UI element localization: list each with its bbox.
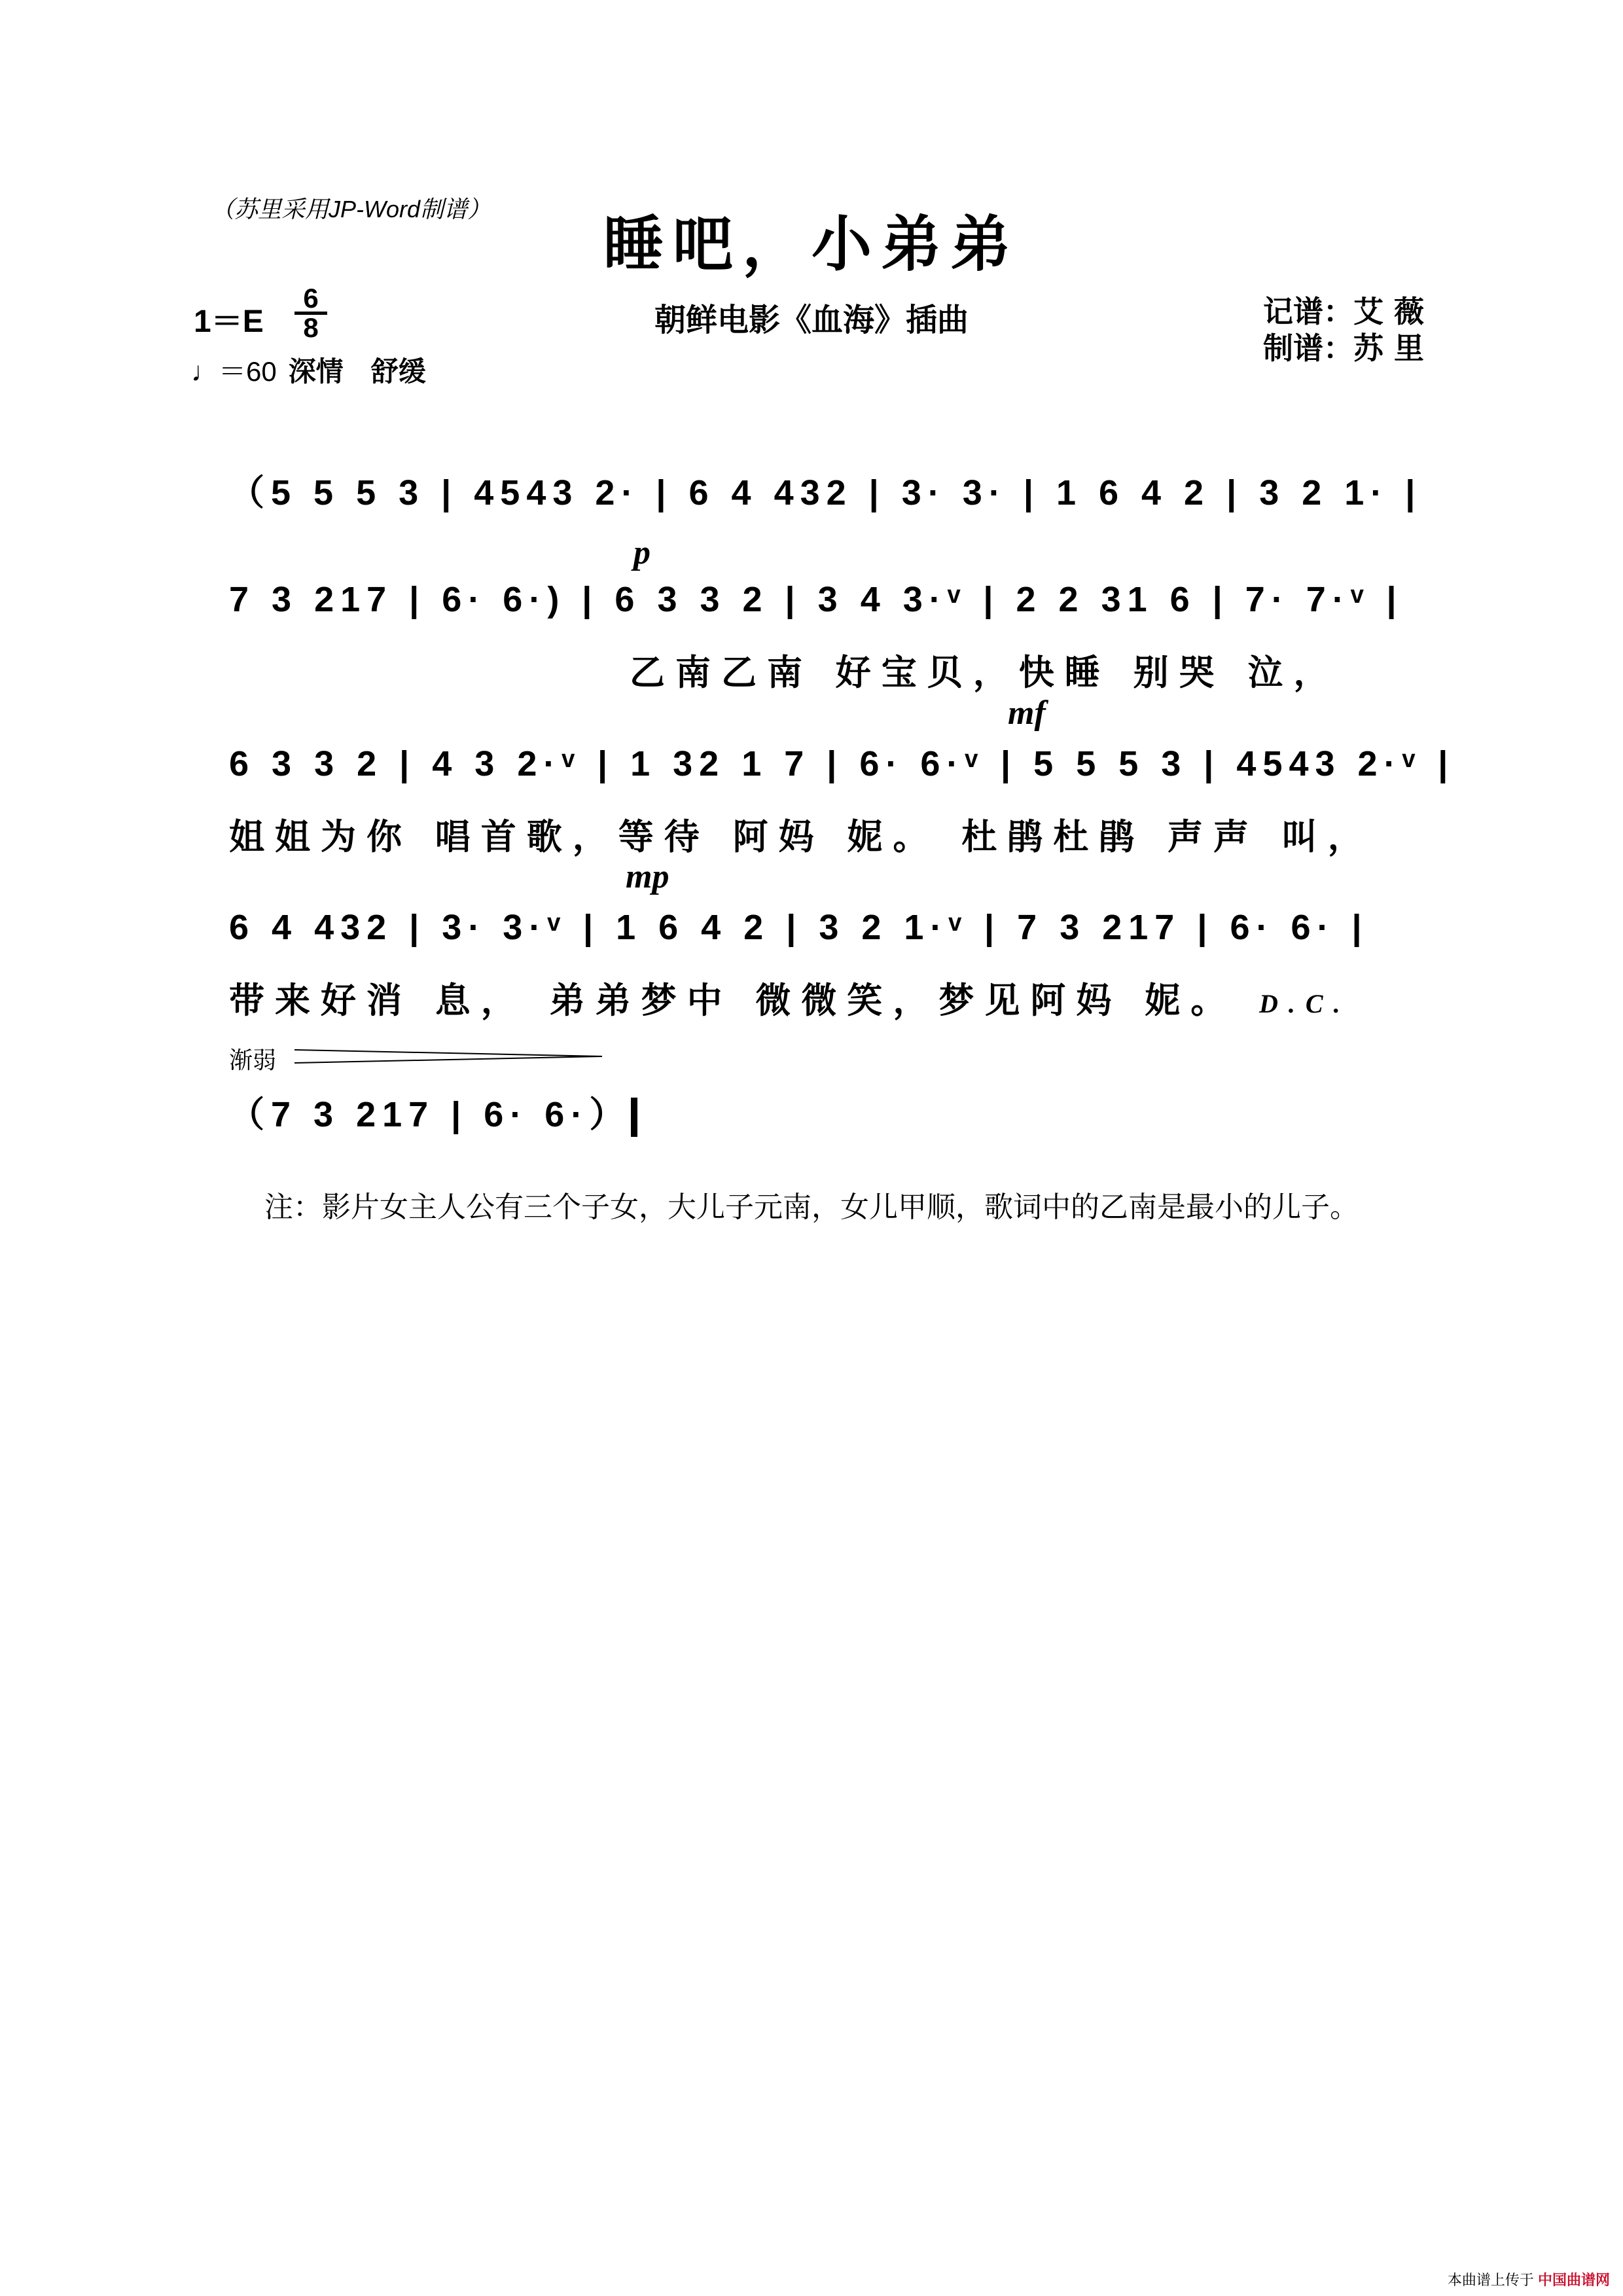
page-title: 睡吧，小弟弟: [603, 209, 1020, 279]
score-system-2: [229, 533, 1446, 693]
notes-line: 6 3 3 2 | 4 3 2·ᵛ | 1 32 1 7 | 6· 6·ᵛ | 5 5 5 3 | 4543 2·ᵛ |: [229, 744, 1455, 783]
final-barline: [631, 1098, 637, 1137]
diminuendo-label: 渐弱: [229, 1047, 277, 1074]
score-system-3: [229, 694, 1455, 857]
key-signature: 1＝E: [194, 304, 264, 339]
dynamic-marking: mp: [626, 858, 669, 895]
notes-line: 6 4 432 | 3· 3·ᵛ | 1 6 4 2 | 3 2 1·ᵛ | 7 3 217 | 6· 6· |: [229, 908, 1368, 947]
tempo-bpm: ＝60: [219, 356, 277, 387]
time-signature-bottom: 8: [303, 312, 319, 343]
dynamic-marking: p: [633, 534, 651, 571]
credit-note: （苏里采用JP-Word制谱）: [211, 196, 491, 223]
recorder-credit: 记谱：艾 薇: [1263, 294, 1425, 329]
quarter-note-icon: ♩: [191, 356, 219, 387]
notes-line: 7 3 217 | 6· 6·) | 6 3 3 2 | 3 4 3·ᵛ | 2 2 31 6 | 7· 7·ᵛ |: [229, 580, 1403, 619]
footer-prefix: 本曲谱上传于: [1447, 2272, 1534, 2288]
footnote: 注：影片女主人公有三个子女，大儿子元南，女儿甲顺，歌词中的乙南是最小的儿子。: [264, 1191, 1359, 1224]
tempo-expression: 深情 舒缓: [288, 356, 426, 387]
engraver-credit: 制谱：苏 里: [1263, 331, 1425, 366]
notes-line: （5 5 5 3 | 4543 2· | 6 4 432 | 3· 3· | 1 6 4 2 | 3 2 1· |: [229, 473, 1422, 512]
score-system-4: [229, 857, 1446, 1021]
diminuendo-hairpin: [294, 1047, 609, 1067]
notes-line: [229, 1086, 1446, 1145]
footer-brand: 中国曲谱网: [1537, 2272, 1610, 2288]
lyrics-line: 乙南乙南 好宝贝，快睡 别哭 泣，: [630, 651, 1340, 693]
time-signature-top: 6: [303, 283, 319, 314]
score-system-1: [229, 465, 1446, 524]
da-capo-marking: D.C.: [1259, 989, 1351, 1018]
lyrics-line: [229, 973, 1446, 1031]
subtitle: 朝鲜电影《血海》插曲: [654, 302, 969, 338]
credits-block: [1263, 293, 1424, 367]
coda-notes: （7 3 217 | 6· 6·）: [229, 1095, 632, 1134]
tempo-marking: [191, 350, 426, 389]
lyrics-line: 姐姐为你 唱首歌，等待 阿妈 妮。 杜鹃杜鹃 声声 叫，: [229, 816, 1374, 857]
score-system-coda: [229, 1086, 1446, 1145]
lyrics-text: 带来好消 息， 弟弟梦中 微微笑，梦见阿妈 妮。: [229, 979, 1237, 1021]
footer-watermark: [1448, 2269, 1610, 2289]
dynamic-marking: mf: [1008, 694, 1046, 732]
